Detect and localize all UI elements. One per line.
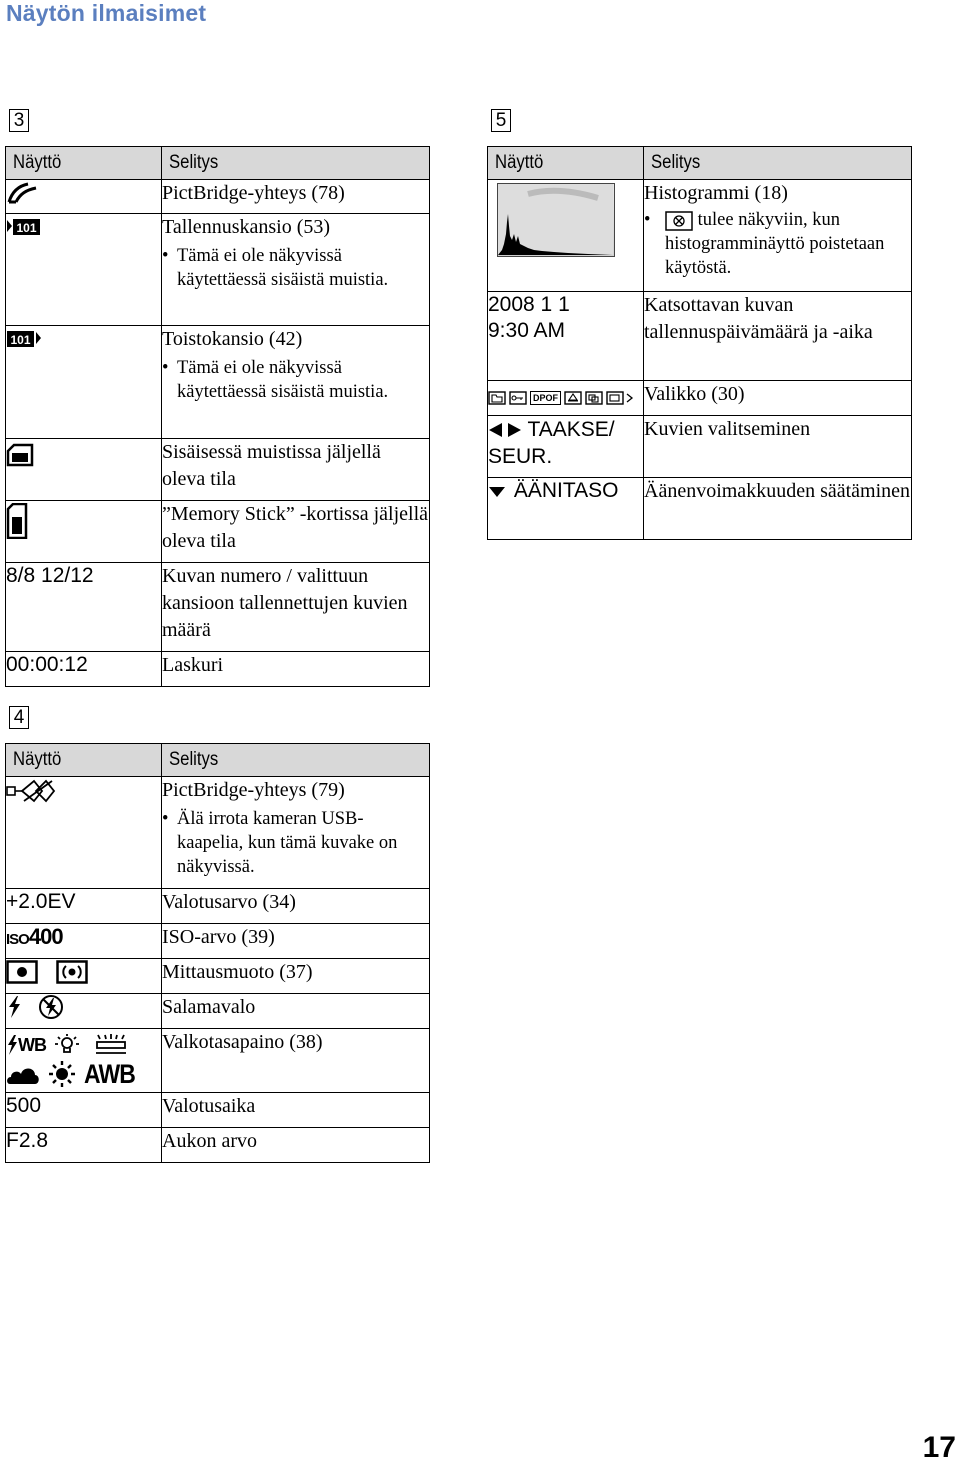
display-cell [6, 180, 162, 214]
svg-text:101: 101 [10, 333, 31, 348]
section-marker-3: 3 [9, 109, 29, 132]
page-title: Näytön ilmaisimet [6, 0, 207, 26]
display-cell: ÄÄNITASO [488, 478, 644, 540]
display-cell: 500 [6, 1093, 162, 1128]
description-cell: Tallennuskansio (53) • Tämä ei ole näkyvissä käytettäessä sisäistä muistia. [162, 214, 430, 326]
description-cell: Toistokansio (42) • Tämä ei ole näkyvissä käytettäessä sisäistä muistia. [162, 326, 430, 439]
section-4-table [5, 743, 430, 1163]
column-header-display: Näyttö [488, 147, 644, 180]
display-cell: 00:00:12 [6, 652, 162, 687]
column-header-display: Näyttö [6, 744, 162, 777]
description-cell: Histogrammi (18) • tulee näkyviin, kun histogramminäyttö poistetaan käytöstä. [644, 180, 912, 292]
iso-icon: ISO400 [6, 924, 63, 949]
description-cell: PictBridge-yhteys (78) [162, 180, 430, 214]
display-cell [6, 777, 162, 889]
description-cell: Äänenvoimakkuuden säätäminen [644, 478, 912, 540]
display-cell [6, 959, 162, 994]
display-cell [6, 439, 162, 501]
column-header-description: Selitys [162, 147, 430, 180]
description-cell: Sisäisessä muistissa jäljellä oleva tila [162, 439, 430, 501]
display-cell [6, 214, 162, 326]
section-marker-5: 5 [491, 109, 511, 132]
column-header-description: Selitys [162, 744, 430, 777]
down-arrow-icon [488, 484, 506, 498]
awb-icon: AWB [84, 1059, 135, 1089]
daylight-wb-icon [48, 1060, 76, 1088]
svg-text:101: 101 [16, 221, 37, 236]
display-cell [488, 381, 644, 416]
page-number: 17 [922, 1431, 956, 1464]
incandescent-wb-icon [52, 1033, 82, 1057]
description-cell: Katsottavan kuvan tallennuspäivämäärä ja -aika [644, 292, 912, 381]
display-cell [6, 501, 162, 563]
description-cell: Valikko (30) [644, 381, 912, 416]
flash-wb-icon: WB [6, 1032, 46, 1058]
flash-off-icon [38, 994, 64, 1020]
description-cell: Kuvan numero / valittuun kansioon tallennettujen kuvien määrä [162, 563, 430, 652]
description-cell: Salamavalo [162, 994, 430, 1029]
pictbridge-do-not-disconnect-icon [6, 779, 56, 803]
display-cell: +2.0EV [6, 889, 162, 924]
cloudy-wb-icon [6, 1062, 40, 1086]
center-weighted-metering-icon [56, 960, 88, 984]
display-cell: 2008 1 1 9:30 AM [488, 292, 644, 381]
spot-metering-icon [6, 960, 38, 984]
recording-folder-icon [6, 216, 42, 238]
description-cell: Mittausmuoto (37) [162, 959, 430, 994]
display-cell [6, 924, 162, 959]
display-cell: 8/8 12/12 [6, 563, 162, 652]
menu-icons-row [488, 391, 643, 405]
display-cell [6, 994, 162, 1029]
display-cell [488, 180, 644, 292]
memory-stick-icon [6, 503, 28, 539]
protect-menu-icon [509, 391, 527, 405]
histogram-toggle-icon [665, 211, 693, 231]
dpof-menu-icon: DPOF [530, 391, 561, 405]
left-right-arrows-icon [488, 422, 522, 438]
description-cell: ”Memory Stick” -kortissa jäljellä oleva tila [162, 501, 430, 563]
description-cell: Valotusaika [162, 1093, 430, 1128]
display-cell: F2.8 [6, 1128, 162, 1163]
section-5-table [487, 146, 912, 540]
print-menu-icon [564, 391, 582, 405]
internal-memory-icon [6, 443, 36, 467]
histogram-image [497, 183, 615, 257]
description-cell: ISO-arvo (39) [162, 924, 430, 959]
flash-icon [6, 995, 22, 1019]
pictbridge-connecting-icon [6, 182, 40, 204]
display-cell [6, 1029, 162, 1093]
description-cell: Valkotasapaino (38) [162, 1029, 430, 1093]
slideshow-menu-icon [585, 391, 603, 405]
description-cell: Aukon arvo [162, 1128, 430, 1163]
description-cell: Valotusarvo (34) [162, 889, 430, 924]
column-header-description: Selitys [644, 147, 912, 180]
section-3-table [5, 146, 430, 687]
description-cell: Laskuri [162, 652, 430, 687]
column-header-display: Näyttö [6, 147, 162, 180]
fluorescent-wb-icon [94, 1033, 128, 1057]
display-cell: TAAKSE/ SEUR. [488, 416, 644, 478]
display-cell [6, 326, 162, 439]
playback-folder-icon [6, 328, 42, 350]
folder-menu-icon [488, 391, 506, 405]
description-cell: PictBridge-yhteys (79) • Älä irrota kameran USB-kaapelia, kun tämä kuvake on näkyvissä. [162, 777, 430, 889]
section-marker-4: 4 [9, 706, 29, 729]
trimming-menu-icon [606, 391, 634, 405]
description-cell: Kuvien valitseminen [644, 416, 912, 478]
